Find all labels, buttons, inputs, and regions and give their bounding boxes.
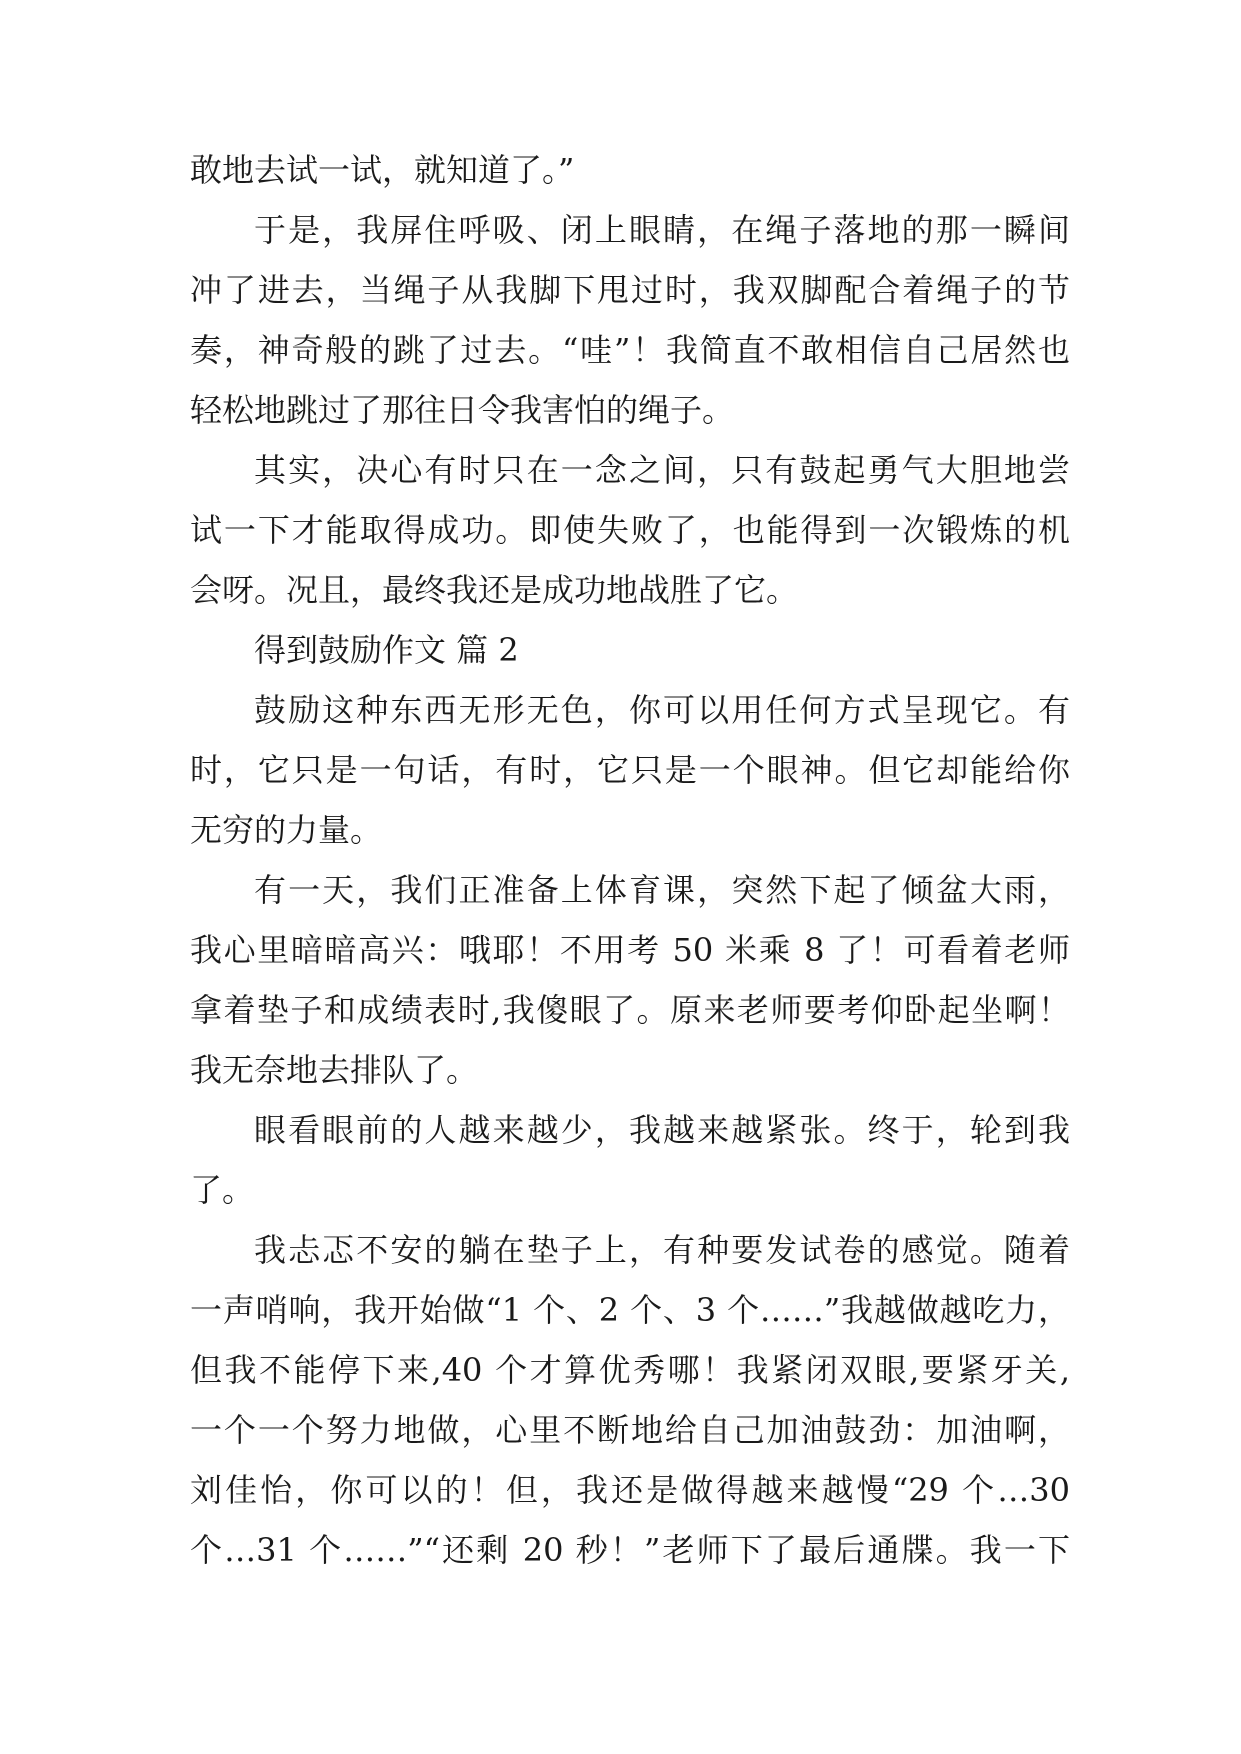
text-line: 但我不能停下来,40 个才算优秀哪！我紧闭双眼,要紧牙关, [190, 1351, 1070, 1389]
text-line: 有一天，我们正准备上体育课，突然下起了倾盆大雨， [254, 871, 1070, 909]
text-line: 我忐忑不安的躺在垫子上，有种要发试卷的感觉。随着 [254, 1231, 1070, 1269]
text-line: 鼓励这种东西无形无色，你可以用任何方式呈现它。有 [254, 691, 1070, 729]
text-line: 拿着垫子和成绩表时,我傻眼了。原来老师要考仰卧起坐啊！ [190, 991, 1070, 1029]
text-line: 刘佳怡，你可以的！但，我还是做得越来越慢“29 个…30 [190, 1471, 1070, 1509]
text-line: 敢地去试一试，就知道了。” [190, 151, 575, 189]
text-line: 轻松地跳过了那往日令我害怕的绳子。 [190, 391, 735, 429]
text-line: 了。 [190, 1171, 255, 1209]
text-line: 冲了进去，当绳子从我脚下甩过时，我双脚配合着绳子的节 [190, 271, 1070, 309]
text-line: 奏，神奇般的跳了过去。“哇”！我简直不敢相信自己居然也 [190, 331, 1070, 369]
text-line: 会呀。况且，最终我还是成功地战胜了它。 [190, 571, 799, 609]
text-line: 我心里暗暗高兴：哦耶！不用考 50 米乘 8 了！可看着老师 [190, 931, 1070, 969]
text-line: 一个一个努力地做，心里不断地给自己加油鼓劲：加油啊， [190, 1411, 1070, 1449]
text-line: 时，它只是一句话，有时，它只是一个眼神。但它却能给你 [190, 751, 1070, 789]
text-line: 一声哨响，我开始做“1 个、2 个、3 个……”我越做越吃力， [190, 1291, 1070, 1329]
text-line: 无穷的力量。 [190, 811, 383, 849]
section-heading: 得到鼓励作文 篇 2 [254, 631, 519, 669]
document-page [190, 140, 1070, 1580]
text-line: 试一下才能取得成功。即使失败了，也能得到一次锻炼的机 [190, 511, 1070, 549]
text-line: 其实，决心有时只在一念之间，只有鼓起勇气大胆地尝 [254, 451, 1070, 489]
text-line: 个…31 个……”“还剩 20 秒！”老师下了最后通牒。我一下 [190, 1531, 1070, 1569]
text-line: 眼看眼前的人越来越少，我越来越紧张。终于，轮到我 [254, 1111, 1070, 1149]
text-line: 于是，我屏住呼吸、闭上眼睛，在绳子落地的那一瞬间 [254, 211, 1070, 249]
text-line: 我无奈地去排队了。 [190, 1051, 479, 1089]
